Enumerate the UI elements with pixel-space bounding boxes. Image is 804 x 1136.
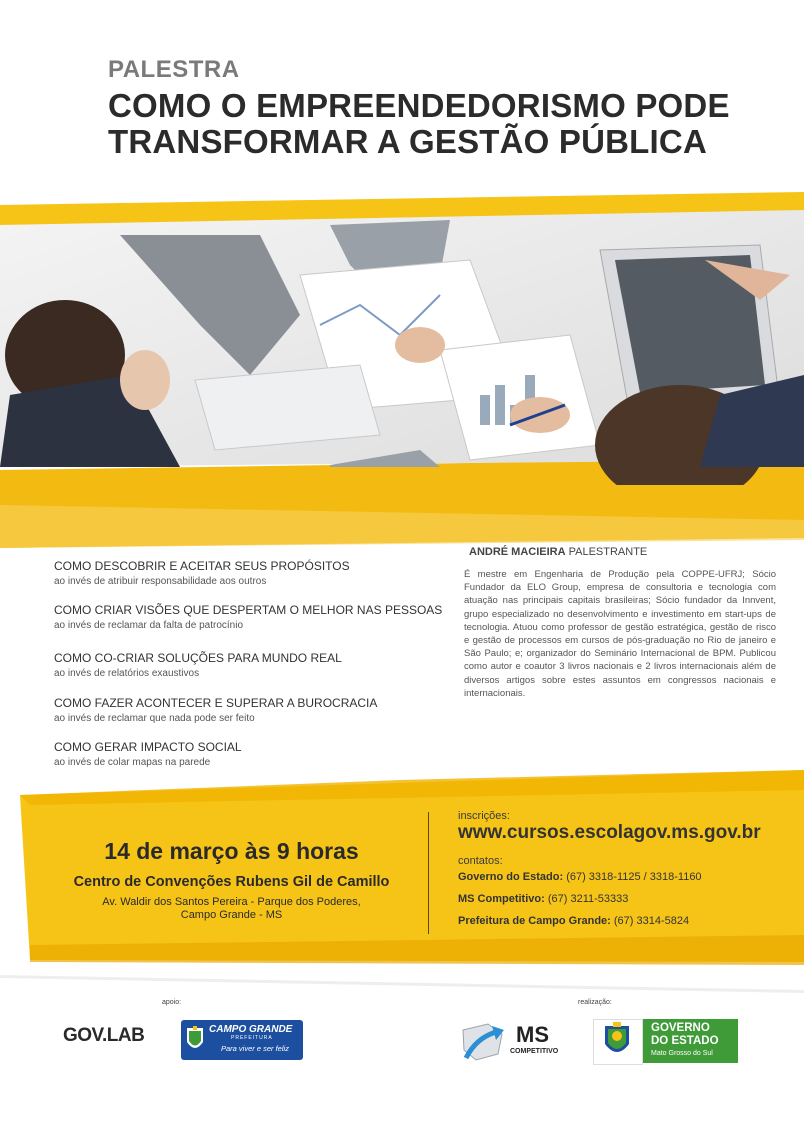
contact-org: Governo do Estado:: [458, 871, 564, 883]
campo-grande-logo: [181, 1020, 303, 1060]
contact-org: Prefeitura de Campo Grande:: [458, 915, 611, 927]
topic-subtitle: ao invés de relatórios exaustivos: [54, 668, 200, 679]
event-address: [54, 896, 409, 922]
business-meeting-photo: [0, 205, 804, 485]
title-line-2: TRANSFORMAR A GESTÃO PÚBLICA: [108, 123, 707, 160]
registration-label: inscrições:: [458, 810, 510, 822]
realization-label: realização:: [578, 999, 612, 1006]
governo-line-2: DO ESTADO: [651, 1035, 719, 1047]
address-line-1: Av. Waldir dos Santos Pereira - Parque dos Poderes,: [102, 896, 361, 908]
address-line-2: Campo Grande - MS: [180, 909, 283, 921]
title-line-1: COMO O EMPREENDEDORISMO PODE: [108, 87, 730, 124]
page-title: [108, 88, 730, 160]
topic-subtitle: ao invés de reclamar que nada pode ser feito: [54, 713, 255, 724]
governo-estado-logo: [593, 1019, 738, 1063]
contact-phone: (67) 3314-5824: [613, 915, 690, 927]
govlab-logo: GOV.LAB: [63, 1025, 145, 1046]
topic-title: COMO DESCOBRIR E ACEITAR SEUS PROPÓSITOS: [54, 559, 350, 573]
topic-item: [54, 696, 434, 724]
vertical-divider: [428, 812, 429, 934]
palestra-kicker: PALESTRA: [108, 56, 240, 83]
state-crest-icon: [601, 1022, 633, 1060]
governo-line-1: GOVERNO: [651, 1022, 710, 1034]
contacts-label: contatos:: [458, 855, 503, 867]
event-venue: Centro de Convenções Rubens Gil de Camillo: [73, 874, 390, 890]
topic-item: [54, 559, 434, 587]
ms-competitivo-logo: [458, 1020, 568, 1065]
topic-title: COMO CRIAR VISÕES QUE DESPERTAM O MELHOR NAS PESSOAS: [54, 603, 443, 617]
contact-phone: (67) 3318-1125 / 3318-1160: [566, 871, 702, 883]
speaker-name: ANDRÉ MACIEIRA: [469, 546, 566, 558]
topic-item: [54, 651, 434, 679]
topic-title: COMO CO-CRIAR SOLUÇÕES PARA MUNDO REAL: [54, 651, 342, 665]
contact-item: [458, 871, 702, 883]
speaker-bio: É mestre em Engenharia de Produção pela COPPE-UFRJ; Sócio Fundador da ELO Group, empresa de consultoria e tecnologia com atuação nas principais capitais brasileiras; Sócio fundador da Innvent, grupo especializado no desenvolvimento e investimento em start-ups de tecnologia. Atuou como professor de gestão estratégica, gestão de risco e gestão de processos em cursos de pós-graduação no Rio de janeiro e São Paulo; e; organizador do Seminário Internacional de BPM. Publicou como autor e coautor 3 livros nacionais e 2 livros internacionais além de diversos artigos sobre estes assuntos em congressos nacionais e internacionais.: [464, 569, 776, 699]
campo-grande-name: CAMPO GRANDE: [209, 1024, 293, 1035]
contact-org: MS Competitivo:: [458, 893, 545, 905]
support-label: apoio:: [162, 999, 182, 1006]
registration-url-link[interactable]: www.cursos.escolagov.ms.gov.br: [458, 822, 761, 843]
ms-map-arrow-icon: [458, 1020, 508, 1065]
governo-line-3: Mato Grosso do Sul: [651, 1050, 713, 1057]
speaker-role: PALESTRANTE: [568, 546, 648, 558]
footer-grey-lines: [0, 975, 804, 993]
ms-logo-text: MS: [516, 1022, 549, 1047]
topic-subtitle: ao invés de reclamar da falta de patrocínio: [54, 620, 243, 631]
event-date: 14 de março às 9 horas: [104, 838, 359, 864]
topic-item: [54, 740, 434, 768]
topic-title: COMO FAZER ACONTECER E SUPERAR A BUROCRACIA: [54, 696, 378, 710]
campo-grande-sub: PREFEITURA: [231, 1035, 273, 1041]
topic-title: COMO GERAR IMPACTO SOCIAL: [54, 740, 242, 754]
contact-phone: (67) 3211-53333: [547, 893, 629, 905]
ms-competitivo-text: COMPETITIVO: [510, 1048, 559, 1055]
topic-subtitle: ao invés de atribuir responsabilidade aos outros: [54, 576, 267, 587]
speaker-heading: [469, 546, 647, 558]
contact-item: [458, 915, 689, 927]
contact-item: [458, 893, 628, 905]
campo-grande-slogan: Para viver e ser feliz: [221, 1044, 289, 1053]
city-crest-icon: [185, 1026, 205, 1054]
topic-subtitle: ao invés de colar mapas na parede: [54, 757, 211, 768]
topic-item: [54, 603, 443, 631]
